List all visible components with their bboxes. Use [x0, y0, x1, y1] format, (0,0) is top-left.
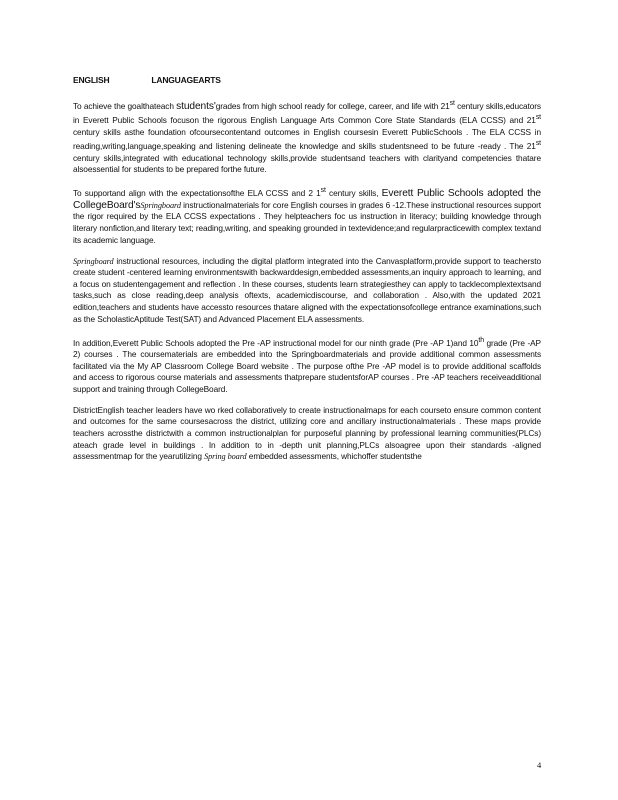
text-run: grades from high school ready for college, career, and life with 21 [215, 100, 450, 111]
text-run: century skills,educators in Everett Public Schools focuson the rigorous English Language Arts Common Core State Standards (ELA CCSS) and 21 [73, 100, 541, 126]
superscript: st [535, 114, 541, 122]
section-heading [73, 75, 221, 85]
paragraph-4 [73, 335, 541, 396]
text-run-italic: Springboard [140, 200, 181, 210]
text-run: century skills, [325, 188, 382, 199]
paragraph-3 [73, 256, 541, 326]
text-run: century skills asthe foundation ofcoursecontentand outcomes in English coursesin Everett PublicSchools . The ELA CCSS in reading,writing,language,speaking and listening delineate the knowledge and skills studentsneed to be future -ready . The 21 [73, 126, 541, 152]
superscript: st [449, 100, 455, 107]
text-run: DistrictEnglish teacher leaders have wo rked collaboratively to create instructionalmaps for each courseto ensure common content and outcomes for the same coursesacross the district, utilizing core and ancillary instructionalmaterials . These maps provide teachers acrossthe districtwith a common instructionalplan for purposeful planning by professional learning communities(PLCs) ateach grade level in buildings . In addition to in -depth unit planning,PLCs alsoagree upon their standards -aligned assessmentmap for the yearutilizing [73, 404, 541, 462]
text-run-large: Everett Public Schools adopted the CollegeBoard's [73, 188, 541, 211]
paragraph-5 [73, 405, 541, 463]
text-run: instructional resources, including the digital platform integrated into the Canvasplatform,provide support to teachersto create student -centered learning environmentswith backwarddesign,embedded assessments,an inquiry approach to learning, and a focus on studentengagement and reflection . In these courses, students learn strategiesthey can apply to tacklecomplextextsand tasks,such as close reading,deep analysis oftexts, academicdiscourse, and collaboration . Also,with the updated 2021 edition,teachers and students have accessto resources thatare aligned with the expectationsofcollege entrance examinations,such as the ScholasticAptitude Test(SAT) and Advanced Placement ELA assessments. [73, 255, 541, 324]
text-run: In addition,Everett Public Schools adopted the Pre -AP instructional model for our ninth grade (Pre -AP 1)and 10 [73, 337, 479, 348]
text-run: instructionalmaterials for core English courses in grades 6 -12.These instructional resources support the rigor required by the ELA CCSS expectations . They helpteachers foc us instruction in literacy; building knowledge through literary nonfiction,and literary text; reading,writing, and speaking grounded in textevidence;and regularpracticewith complex textand its academic language. [73, 199, 541, 245]
text-run: century skills,integrated with educational technology skills,provide studentsand teachers with clarityand competencies thatare alsoessential for students to be prepared forthe future. [73, 152, 541, 175]
text-run: To achieve the goalthateach [73, 100, 177, 111]
heading-word-english: ENGLISH [73, 75, 110, 85]
text-run: grade (Pre -AP 2) courses . The coursematerials are embedded into the Springboardmaterials and provide additional common assessments facilitated via the My AP Classroom College Board website . The purpose ofthe Pre -AP model is to provide additional scaffolds and access to rigorous course materials and assessments thatprepare studentsforAP courses . Pre -AP teachers receiveadditional support and training through CollegeBoard. [73, 337, 541, 394]
text-run: To supportand align with the expectationsofthe ELA CCSS and 2 1 [73, 188, 321, 199]
superscript: st [320, 187, 326, 195]
body-text [73, 98, 541, 472]
superscript: th [478, 336, 484, 344]
page-number: 4 [537, 760, 542, 770]
text-run-italic: Spring board [204, 452, 247, 462]
paragraph-1 [73, 98, 541, 176]
text-run: embedded assessments, whichoffer studentsthe [246, 451, 422, 462]
paragraph-2 [73, 185, 541, 246]
heading-word-language-arts: LANGUAGEARTS [151, 75, 221, 85]
superscript: st [535, 140, 541, 148]
text-run-italic: Springboard [73, 256, 114, 266]
text-run-large: students' [176, 100, 216, 112]
